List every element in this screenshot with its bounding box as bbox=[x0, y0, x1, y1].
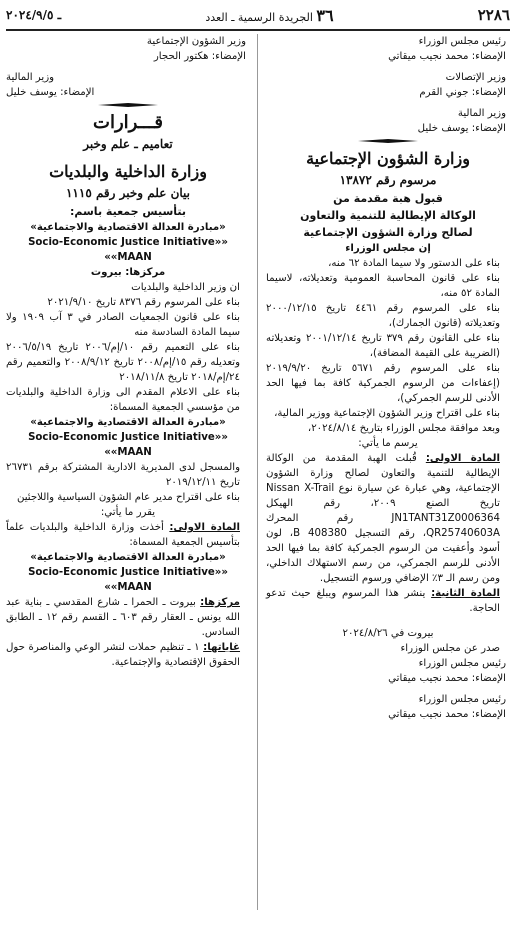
article-2 bbox=[266, 586, 510, 616]
legal-basis: بناء على المرسوم رقم ٨٣٧٦ تاريخ ٢٠٢١/٩/١٠ bbox=[47, 297, 240, 308]
signature-role: وزير المالية bbox=[6, 72, 55, 83]
headquarters: مركزها: بيروت bbox=[90, 267, 166, 278]
goals-label: غاياتها: bbox=[203, 642, 241, 653]
gazette-title bbox=[205, 6, 333, 25]
issue-date: ـ ٢٠٢٤/٩/٥ bbox=[6, 8, 62, 22]
article-label: المادة الاولى: bbox=[425, 453, 500, 464]
statement-number: بيان علم وخبر رقم ١١١٥ bbox=[65, 186, 190, 200]
legal-basis: بناء على الاعلام المقدم الى وزارة الداخلية والبلديات من مؤسسي الجمعية المسماة: bbox=[6, 387, 240, 413]
signature-name: الإمضاء: محمد نجيب ميقاتي bbox=[388, 709, 506, 720]
section-subheading: تعاميم ـ علم وخبر bbox=[83, 137, 173, 151]
signature-name: الإمضاء: جوني القرم bbox=[419, 87, 506, 98]
ornament-divider bbox=[6, 103, 250, 107]
legal-basis: بناء على قانون المحاسبة العمومية وتعديلاته، لاسيما المادة ٥٢ منه، bbox=[266, 273, 500, 299]
legal-basis: بناء على المرسوم رقم ٥٦٧١ تاريخ ٢٠١٩/٩/٢٠ (إعفاءات من الرسوم الجمركية كافة بما فيها الحد الأدنى للرسم الجمركي)، bbox=[266, 363, 501, 404]
article-text: قُبلت الهبة المقدمة من الوكالة الإيطالية للتنمية والتعاون لصالح وزارة الشؤون الإجتماعية، وهي عبارة عن سيارة نوع Nissan X-Trail تاريخ الصنع ٢٠٠٩، رقم الهيكل JN1TANT31Z0006364 رقم المحرك QR25740603A، رقم التسجيل B 408380، لون أسود وأعفيت من الرسوم الجمركية كافة بما فيها الحد الأدنى للرسم الجمركي، من رسم الاستهلاك الداخلي، ومن رسم الـ ٣٪ الإضافي ورسوم التسجيل. bbox=[266, 453, 501, 584]
association-name-ar: «مبادرة العدالة الاقتصادية والاجتماعية» bbox=[30, 417, 226, 428]
association-name-en: «Socio-Economic Justice Initiative» «MAAN» bbox=[28, 432, 228, 458]
decree-subject-line: لصالح وزارة الشؤون الإجتماعية bbox=[303, 226, 473, 239]
headquarters-address bbox=[6, 595, 250, 640]
article-label: المادة الثانية: bbox=[431, 588, 500, 599]
article-1 bbox=[266, 451, 510, 586]
issued-by: صدر عن مجلس الوزراء bbox=[400, 643, 500, 654]
signature-name: الإمضاء: محمد نجيب ميقاتي bbox=[388, 51, 506, 62]
article-1 bbox=[6, 520, 250, 550]
legal-basis: بناء على المرسوم رقم ٤٤٦١ تاريخ ٢٠٠٠/١٢/١٥ وتعديلاته (قانون الجمارك)، bbox=[266, 303, 500, 329]
signature-block bbox=[266, 34, 510, 64]
issue-number: ٣٦ bbox=[316, 5, 334, 25]
header-rule bbox=[6, 29, 510, 31]
decree-number: مرسوم رقم ١٣٨٧٢ bbox=[339, 173, 437, 187]
hq-text: بيروت ـ الحمرا ـ شارع المقدسي ـ بناية عبد الله يونس ـ العقار رقم ٦٠٣ ـ القسم رقم ١٢ ـ الطابق السادس. bbox=[6, 597, 240, 638]
proposal: بناء على اقتراح مدير عام الشؤون السياسية واللاجئين bbox=[16, 492, 240, 503]
legal-basis: بناء على قانون الجمعيات الصادر في ٣ آب ١٩٠٩ ولا سيما المادة السادسة منه bbox=[6, 312, 240, 338]
registration: والمسجل لدى المديرية الادارية المشتركة برقم ٢٦٧٣١ تاريخ ٢٠١٩/١٢/١١ bbox=[6, 462, 240, 488]
gazette-name: الجريدة الرسمية ـ العدد bbox=[205, 10, 313, 24]
decree-subject-line: قبول هبة مقدمة من bbox=[333, 192, 443, 205]
signature-name: الإمضاء: يوسف خليل bbox=[417, 123, 506, 134]
association-name-ar: «مبادرة العدالة الاقتصادية والاجتماعية» bbox=[30, 552, 226, 563]
legal-basis: بناء على اقتراح وزير الشؤون الإجتماعية ووزير المالية، bbox=[274, 408, 500, 419]
ministry-heading: وزارة الداخلية والبلديات bbox=[49, 162, 207, 181]
section-heading: قـــرارات bbox=[93, 112, 163, 133]
decides-line: يقرر ما يأتي: bbox=[100, 507, 156, 518]
article-label: المادة الاولى: bbox=[169, 522, 240, 533]
signature-role: وزير الإتصالات bbox=[445, 72, 506, 83]
column-divider bbox=[257, 34, 258, 910]
association-name-en: «Socio-Economic Justice Initiative» «MAAN» bbox=[28, 567, 228, 593]
signature-name: الإمضاء: يوسف خليل bbox=[6, 87, 95, 98]
legal-basis: وبعد موافقة مجلس الوزراء بتاريخ ٢٠٢٤/٨/١٤، bbox=[307, 423, 500, 434]
signature-name: الإمضاء: هكتور الحجار bbox=[153, 51, 246, 62]
signature-role: وزير المالية bbox=[457, 108, 506, 119]
right-column bbox=[266, 34, 510, 722]
hq-label: مركزها: bbox=[200, 597, 240, 608]
statement-opening: ان وزير الداخلية والبلديات bbox=[131, 282, 240, 293]
goals-text: ١ ـ تنظيم حملات لنشر الوعي والمناصرة حول الحقوق الإقتصادية والإجتماعية. bbox=[6, 642, 240, 668]
legal-basis: بناء على التعميم رقم ١٠/إم/٢٠٠٦ تاريخ ٢٠٠٦/٥/١٩ وتعديله رقم ١٥/إم/٢٠٠٨ تاريخ ٢٠٠٨/٩/١٢ والتعميم رقم ٢٤/إم/٢٠١٨ تاريخ ٢٠١٨/١١/٨ bbox=[6, 342, 241, 383]
article-text: أخذت وزارة الداخلية والبلديات علماً بتأسيس الجمعية المسماة: bbox=[6, 522, 240, 548]
place-date: بيروت في ٢٠٢٤/٨/٢٦ bbox=[342, 628, 434, 639]
association-name-ar: «مبادرة العدالة الاقتصادية والاجتماعية» bbox=[30, 222, 226, 233]
signature-role: رئيس مجلس الوزراء bbox=[418, 36, 506, 47]
page-header bbox=[6, 4, 510, 26]
legal-basis: بناء على الدستور ولا سيما المادة ٦٢ منه، bbox=[328, 258, 500, 269]
goals bbox=[6, 640, 250, 670]
decrees-line: يرسم ما يأتي: bbox=[358, 438, 418, 449]
left-column bbox=[6, 34, 250, 670]
signature-block bbox=[266, 106, 510, 136]
signature-role: وزير الشؤون الإجتماعية bbox=[146, 36, 246, 47]
decree-opening: إن مجلس الوزراء bbox=[345, 243, 431, 254]
ministry-heading: وزارة الشؤون الإجتماعية bbox=[306, 149, 470, 168]
decree-subject-line: الوكالة الإيطالية للتنمية والتعاون bbox=[300, 209, 476, 222]
legal-basis: بناء على القانون رقم ٣٧٩ تاريخ ٢٠٠١/١٢/١٤ وتعديلاته (الضريبة على القيمة المضافة)، bbox=[266, 333, 500, 359]
signature-block bbox=[266, 70, 510, 100]
signature-name: الإمضاء: محمد نجيب ميقاتي bbox=[388, 673, 506, 684]
article-text: ينشر هذا المرسوم ويبلغ حيث تدعو الحاجة. bbox=[266, 588, 500, 614]
founding-line: بتأسيس جمعية باسم: bbox=[69, 205, 187, 218]
signature-role: رئيس مجلس الوزراء bbox=[418, 658, 506, 669]
association-name-en: «Socio-Economic Justice Initiative» «MAAN» bbox=[28, 237, 228, 263]
signature-role: رئيس مجلس الوزراء bbox=[418, 694, 506, 705]
ornament-divider bbox=[266, 139, 510, 143]
page-number: ٢٢٨٦ bbox=[477, 6, 510, 24]
